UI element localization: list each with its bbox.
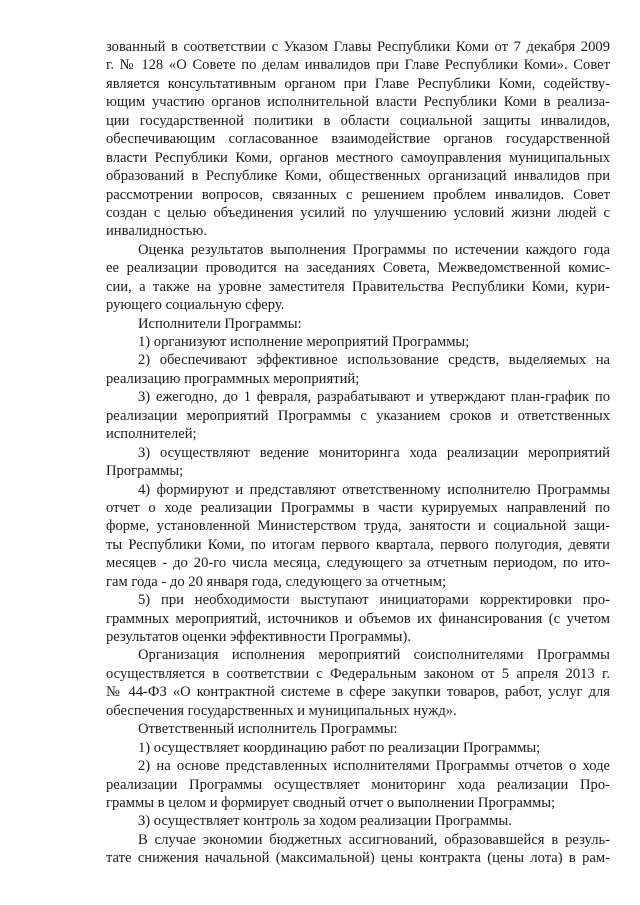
text-line: Оценка результатов выполнения Программы по истечении каждого года [138,241,610,258]
text-line: обеспечения государственных и муниципальных нужд». [106,702,457,719]
text-line: форме, установленной Министерством труда, занятости и социальной защи- [106,518,610,535]
text-line: граммы в целом и формирует сводный отчет о выполнении Программы; [106,794,556,811]
text-line: осуществляется в соответствии с Федеральным законом от 5 апреля 2013 г. [106,665,610,682]
text-line: рующего социальную сферу. [106,297,285,314]
text-line: 1) организуют исполнение мероприятий Программы; [138,334,470,350]
text-line: 3) осуществляет контроль за ходом реализации Программы. [138,813,512,830]
text-line: реализации Программы осуществляет мониторинг хода реализации Про- [106,776,610,793]
text-line: месяцев - до 20-го числа месяца, следующего за отчетным периодом, по ито- [106,555,610,572]
text-line: ющим участию органов исполнительной власти Республики Коми в реализа- [106,94,610,111]
text-line: создан с целью объединения усилий по улучшению условий жизни людей с [106,204,610,221]
text-line: 2) на основе представленных исполнителями Программы отчетов о ходе [138,758,610,775]
text-line: ее реализации проводится на заседаниях Совета, Межведомственной комис- [106,260,610,277]
text-line: исполнителей; [106,426,197,443]
text-line: инвалидностью. [106,223,207,240]
document-body [106,38,610,868]
text-line: обеспечивающим согласованное взаимодействие органов государственной [106,131,610,148]
text-line: является консультативным органом при Главе Республики Коми, содейству- [106,75,610,92]
text-line: ты Республики Коми, по итогам первого квартала, первого полугодия, девяти [106,536,610,553]
text-line: Организация исполнения мероприятий соисполнителями Программы [138,647,610,664]
text-line: отчет о ходе реализации Программы в части курируемых направлений по [106,499,610,516]
text-line: результатов оценки эффективности Программы). [106,629,411,645]
text-line: власти Республики Коми, органов местного самоуправления муниципальных [106,149,610,166]
text-line: гам года - до 20 января года, следующего за отчетным; [106,573,446,590]
text-line: г. № 128 «О Совете по делам инвалидов при Главе Республики Коми». Совет [106,57,610,74]
text-line: 2) обеспечивают эффективное использование средств, выделяемых на [138,352,610,369]
text-line: Ответственный исполнитель Программы: [138,721,398,738]
text-line: реализации мероприятий Программы с указанием сроков и ответственных [106,407,610,424]
text-line: В случае экономии бюджетных ассигнований, образовавшейся в резуль- [138,831,610,848]
text-line: граммных мероприятий, источников и объемов их финансирования (с учетом [106,610,610,627]
text-line: 3) ежегодно, до 1 февраля, разрабатывают и утверждают план-график по [138,389,610,406]
text-line: рассмотрении вопросов, связанных с решением проблем инвалидов. Совет [106,186,610,203]
text-line: № 44-ФЗ «О контрактной системе в сфере закупки товаров, работ, услуг для [106,684,610,701]
text-line: ции государственной политики в области социальной защиты инвалидов, [106,112,610,129]
text-line: образований в Республике Коми, общественных организаций инвалидов при [106,168,610,185]
text-line: зованный в соответствии с Указом Главы Республики Коми от 7 декабря 2009 [106,39,610,55]
text-line: 5) при необходимости выступают инициаторами корректировки про- [138,592,610,609]
text-line: 3) осуществляют ведение мониторинга хода реализации мероприятий [138,444,610,461]
text-line: 4) формируют и представляют ответственному исполнителю Программы [138,481,610,498]
text-line: реализацию программных мероприятий; [106,370,360,387]
text-line: Исполнители Программы: [138,315,302,332]
text-line: Программы; [106,463,184,480]
text-line: сии, а также на уровне заместителя Правительства Республики Коми, кури- [106,278,610,295]
text-line: тате снижения начальной (максимальной) цены контракта (цены лота) в рам- [106,850,610,867]
text-line: 1) осуществляет координацию работ по реализации Программы; [138,739,541,756]
